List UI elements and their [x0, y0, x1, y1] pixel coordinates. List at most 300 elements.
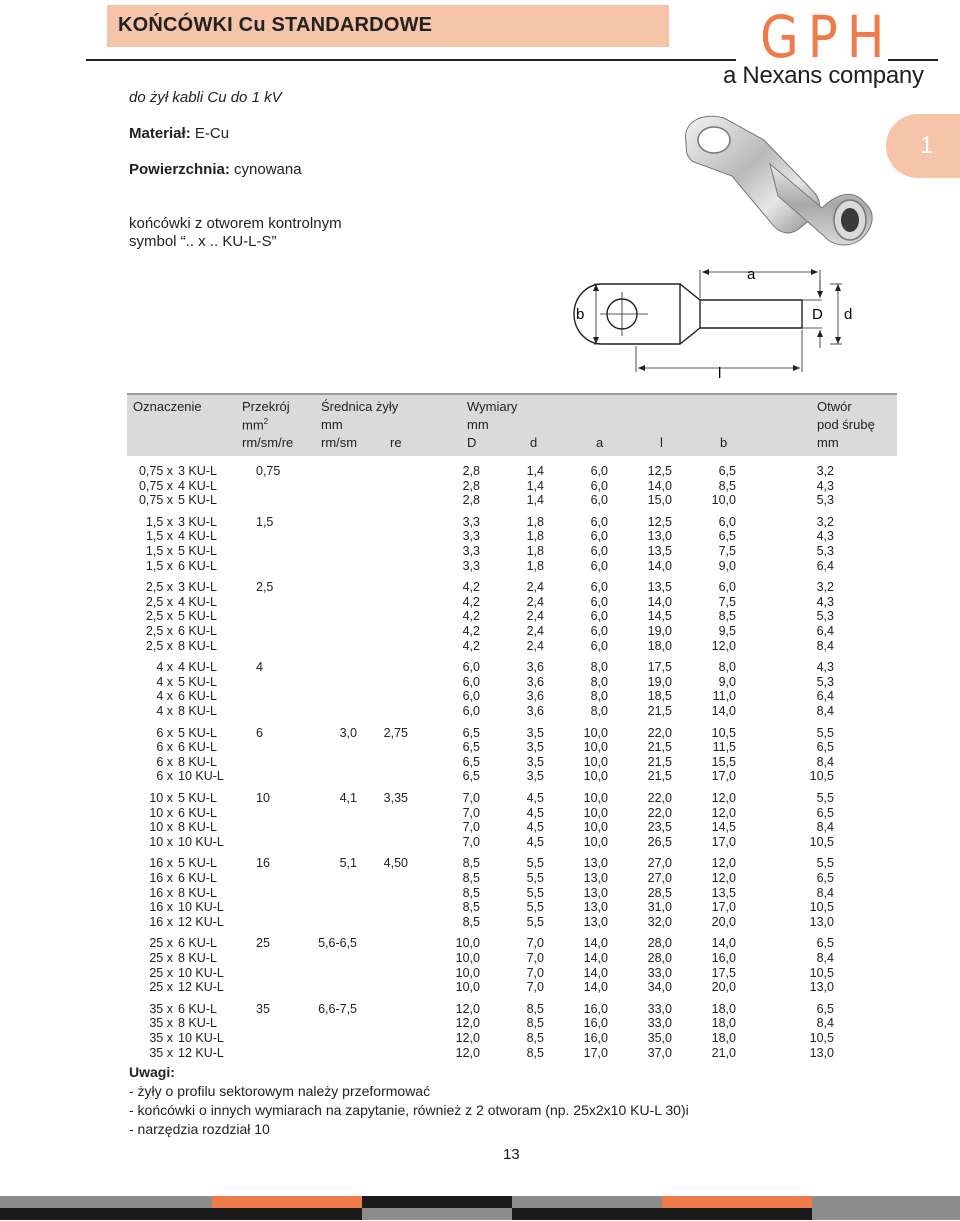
table-cell: 12 KU-L [178, 980, 224, 995]
table-cell: 3,2 [816, 514, 834, 529]
table-cell: 10,0 [583, 791, 608, 805]
table-cell: 6,0 [718, 514, 736, 529]
table-cell: 2,5 [256, 580, 274, 595]
header-rule-left [86, 59, 736, 61]
table-cell: 12,0 [455, 1001, 480, 1016]
table-cell: 10,0 [583, 754, 608, 769]
table-cell: 35 x [149, 1001, 173, 1016]
gph-logo: GPH [760, 4, 894, 71]
table-cell: 18,5 [647, 689, 672, 704]
table-cell: 6,0 [462, 660, 480, 675]
footer-stripe-orange-2 [662, 1196, 812, 1208]
table-cell: 12,0 [711, 871, 736, 885]
table-cell: 6,5 [462, 769, 480, 784]
table-cell: 4,5 [526, 805, 544, 820]
table-cell: 6,0 [590, 624, 608, 638]
page-number: 13 [503, 1146, 520, 1163]
table-cell: 14,0 [583, 980, 608, 995]
table-cell: 6,0 [590, 594, 608, 609]
table-cell: 10,5 [711, 725, 736, 740]
footer-stripe-bottom-grey-2 [812, 1208, 960, 1220]
dim-a-label: a [747, 266, 756, 283]
table-cell: 6 KU-L [178, 689, 217, 704]
table-cell: 2,5 x [145, 638, 173, 653]
table-cell: 2,8 [462, 464, 480, 478]
table-cell: 6 KU-L [178, 1001, 217, 1016]
table-cell: 5,5 [816, 856, 834, 871]
table-cell: 10,5 [809, 769, 834, 784]
table-cell: 14,5 [647, 609, 672, 624]
table-cell: 6,4 [816, 624, 834, 638]
table-cell: 12,0 [711, 805, 736, 820]
table-cell: 35 x [149, 1045, 173, 1060]
table-cell: 8 KU-L [178, 820, 217, 835]
table-cell: 14,0 [647, 558, 672, 573]
table-cell: 31,0 [647, 900, 672, 915]
table-cell: 12,0 [711, 856, 736, 871]
table-cell: 5,3 [816, 493, 834, 508]
table-cell: 5,3 [816, 544, 834, 558]
table-cell: 14,0 [647, 478, 672, 493]
table-cell: 6,6-7,5 [318, 1001, 357, 1016]
table-cell: 10,0 [583, 769, 608, 784]
table-cell: 20,0 [711, 914, 736, 929]
table-cell: 22,0 [647, 725, 672, 740]
table-cell: 3 KU-L [178, 514, 217, 529]
table-cell: 20,0 [711, 980, 736, 995]
col-srednica: Średnica żyły [321, 399, 399, 414]
unit-mm2: $mm^2$ [242, 417, 269, 433]
table-cell: 19,0 [647, 624, 672, 638]
table-cell: 2,4 [526, 638, 544, 653]
table-cell: 11,0 [712, 689, 736, 704]
table-cell: 0,75 x [138, 478, 173, 493]
table-cell: 5 KU-L [178, 493, 217, 508]
table-cell: 7,0 [526, 980, 544, 995]
table-cell: 3,2 [816, 464, 834, 478]
table-cell: 33,0 [647, 965, 672, 980]
table-cell: 13,0 [583, 885, 608, 900]
table-cell: 16 x [149, 900, 173, 915]
table-cell: 33,0 [647, 1016, 672, 1031]
table-cell: 25 [256, 936, 270, 951]
table-cell: 4,2 [462, 594, 480, 609]
intro-surface: Powierzchnia: cynowana [129, 161, 302, 178]
table-cell: 17,0 [583, 1045, 608, 1060]
table-cell: 35 x [149, 1031, 173, 1045]
table-cell: 14,0 [583, 936, 608, 951]
table-cell: 25 x [149, 936, 173, 951]
table-cell: 25 x [149, 951, 173, 965]
table-cell: 8,5 [462, 871, 480, 885]
table-cell: 10 x [149, 820, 173, 835]
unit-otwor: pod śrubę [817, 417, 875, 432]
table-cell: 5,3 [816, 609, 834, 624]
table-cell: 18,0 [647, 638, 672, 653]
table-cell: 8,5 [462, 914, 480, 929]
table-cell: 10,5 [809, 834, 834, 849]
table-cell: 7,0 [462, 820, 480, 835]
table-cell: 10,0 [455, 951, 480, 965]
table-cell: 10 [256, 791, 270, 805]
table-cell: 3,6 [526, 660, 544, 675]
table-cell: 10,0 [455, 936, 480, 951]
table-cell: 1,5 x [145, 529, 173, 544]
intro-material: Materiał: E-Cu [129, 125, 230, 142]
table-cell: 12,0 [455, 1045, 480, 1060]
table-cell: 5,5 [816, 791, 834, 805]
sub-a: a [596, 435, 604, 450]
table-cell: 0,75 [256, 464, 281, 478]
table-cell: 7,5 [718, 594, 736, 609]
table-cell: 8,5 [526, 1045, 544, 1060]
table-cell: 4,5 [526, 834, 544, 849]
table-cell: 21,5 [647, 769, 672, 784]
table-cell: 1,5 x [145, 544, 173, 558]
table-cell: 23,5 [647, 820, 672, 835]
table-cell: 8,0 [590, 704, 608, 718]
table-cell: 4 x [156, 674, 173, 689]
table-cell: 6,0 [718, 580, 736, 595]
dimension-drawing [572, 262, 872, 382]
table-cell: 3,2 [816, 580, 834, 595]
table-cell: 8,4 [816, 1016, 834, 1031]
table-cell: 13,0 [809, 914, 834, 929]
table-cell: 12,0 [455, 1016, 480, 1031]
table-cell: 1,4 [526, 478, 544, 493]
table-cell: 18,0 [711, 1031, 736, 1045]
table-cell: 10,0 [711, 493, 736, 508]
table-cell: 8,5 [526, 1031, 544, 1045]
table-cell: 14,5 [711, 820, 736, 835]
table-cell: 3,3 [462, 558, 480, 573]
table-cell: 6 x [156, 769, 173, 784]
table-cell: 18,0 [711, 1001, 736, 1016]
table-cell: 5 KU-L [178, 609, 217, 624]
table-cell: 28,5 [647, 885, 672, 900]
table-cell: 35 [256, 1001, 270, 1016]
table-cell: 5,6-6,5 [318, 936, 357, 951]
table-cell: 18,0 [711, 1016, 736, 1031]
table-cell: 13,0 [583, 856, 608, 871]
table-cell: 6,0 [590, 558, 608, 573]
table-cell: 6,0 [590, 544, 608, 558]
table-cell: 10,5 [809, 900, 834, 915]
table-cell: 8 KU-L [178, 704, 217, 718]
table-cell: 6,5 [462, 725, 480, 740]
footer-stripe-bottom-grey [362, 1208, 512, 1220]
table-cell: 10 KU-L [178, 834, 224, 849]
table-cell: 25 x [149, 980, 173, 995]
table-cell: 16,0 [583, 1016, 608, 1031]
table-cell: 10 KU-L [178, 900, 224, 915]
table-cell: 11,5 [712, 740, 736, 755]
header-rule-right [888, 59, 938, 61]
table-cell: 13,5 [647, 544, 672, 558]
table-cell: 6,4 [816, 689, 834, 704]
table-cell: 8,4 [816, 704, 834, 718]
table-cell: 13,0 [647, 529, 672, 544]
table-cell: 8,0 [590, 660, 608, 675]
table-cell: 14,0 [583, 951, 608, 965]
table-cell: 10 KU-L [178, 769, 224, 784]
table-cell: 15,5 [711, 754, 736, 769]
table-cell: 2,4 [526, 624, 544, 638]
table-cell: 3,6 [526, 689, 544, 704]
table-cell: 13,5 [711, 885, 736, 900]
table-cell: 10 KU-L [178, 1031, 224, 1045]
table-cell: 14,0 [711, 936, 736, 951]
table-cell: 3 KU-L [178, 464, 217, 478]
table-cell: 3,6 [526, 704, 544, 718]
table-cell: 4 [256, 660, 263, 675]
table-cell: 13,0 [583, 900, 608, 915]
table-cell: 6 KU-L [178, 740, 217, 755]
table-cell: 13,0 [809, 980, 834, 995]
table-cell: 2,5 x [145, 580, 173, 595]
table-cell: 5 KU-L [178, 544, 217, 558]
table-cell: 6,0 [590, 514, 608, 529]
table-cell: 10,0 [455, 980, 480, 995]
sub-d: d [530, 435, 538, 450]
table-cell: 21,5 [647, 704, 672, 718]
notes [129, 1063, 689, 1139]
table-cell: 4,2 [462, 624, 480, 638]
table-cell: 12,0 [455, 1031, 480, 1045]
table-cell: 6,5 [718, 464, 736, 478]
table-cell: 8,0 [718, 660, 736, 675]
table-cell: 4,3 [816, 660, 834, 675]
table-cell: 10,5 [809, 1031, 834, 1045]
table-cell: 7,0 [526, 965, 544, 980]
sub-D: D [467, 435, 477, 450]
intro-desc-1: końcówki z otworem kontrolnym [129, 215, 342, 232]
table-cell: 1,8 [526, 514, 544, 529]
sub-rmsm: rm/sm [321, 435, 358, 450]
table-cell: 17,5 [647, 660, 672, 675]
table-cell: 1,4 [526, 493, 544, 508]
table-cell: 5 KU-L [178, 791, 217, 805]
notes-title: Uwagi: [129, 1064, 175, 1080]
table-cell: 8 KU-L [178, 754, 217, 769]
table-cell: 10,0 [583, 725, 608, 740]
table-cell: 2,8 [462, 478, 480, 493]
table-cell: 6 KU-L [178, 871, 217, 885]
table-cell: 19,0 [647, 674, 672, 689]
sub-b: b [720, 435, 728, 450]
table-cell: 8,5 [718, 478, 736, 493]
unit-wymiary: mm [467, 417, 489, 432]
table-cell: 6 KU-L [178, 805, 217, 820]
table-cell: 3,0 [339, 725, 357, 740]
chapter-number: 1 [920, 132, 934, 159]
table-cell: 4,5 [526, 791, 544, 805]
table-cell: 5 KU-L [178, 856, 217, 871]
col-oznaczenie: Oznaczenie [133, 399, 202, 414]
table-cell: 3,5 [526, 740, 544, 755]
table-cell: 6,5 [816, 805, 834, 820]
table-cell: 13,0 [583, 871, 608, 885]
table-cell: 3,5 [526, 754, 544, 769]
table-cell: 0,75 x [138, 493, 173, 508]
table-cell: 1,8 [526, 529, 544, 544]
dim-l-label: l [718, 365, 722, 382]
table-cell: 4,3 [816, 478, 834, 493]
intro-desc-2: symbol “.. x .. KU-L-S” [129, 233, 277, 250]
table-cell: 4 KU-L [178, 660, 217, 675]
table-cell: 15,0 [647, 493, 672, 508]
table-cell: 13,5 [647, 580, 672, 595]
table-cell: 34,0 [647, 980, 672, 995]
unit-srednica: mm [321, 417, 343, 432]
table-cell: 5 KU-L [178, 725, 217, 740]
table-cell: 35 x [149, 1016, 173, 1031]
table-cell: 4 KU-L [178, 594, 217, 609]
table-cell: 14,0 [647, 594, 672, 609]
table-cell: 6,0 [590, 609, 608, 624]
footer-stripe-black [362, 1196, 512, 1208]
table-cell: 6,0 [590, 493, 608, 508]
table-cell: 2,4 [526, 580, 544, 595]
table-cell: 9,0 [718, 674, 736, 689]
table-cell: 12 KU-L [178, 914, 224, 929]
table-cell: 2,4 [526, 594, 544, 609]
table-cell: 10,0 [455, 965, 480, 980]
page-title: KOŃCÓWKI Cu STANDARDOWE [118, 14, 433, 36]
table-cell: 12,0 [711, 791, 736, 805]
table-cell: 7,0 [462, 791, 480, 805]
table-cell: 3,3 [462, 514, 480, 529]
table-cell: 32,0 [647, 914, 672, 929]
table-cell: 6 KU-L [178, 936, 217, 951]
col-otwor: Otwór [817, 399, 852, 414]
table-cell: 9,0 [718, 558, 736, 573]
col-przekroj: Przekrój [242, 399, 290, 414]
table-cell: 5,5 [526, 900, 544, 915]
table-cell: 26,5 [647, 834, 672, 849]
table-cell: 14,0 [711, 704, 736, 718]
table-cell: 6 KU-L [178, 624, 217, 638]
table-cell: 8,5 [462, 885, 480, 900]
table-cell: 2,4 [526, 609, 544, 624]
logo-subtitle: a Nexans company [723, 62, 924, 89]
table-cell: 16,0 [583, 1001, 608, 1016]
table-cell: 3 KU-L [178, 580, 217, 595]
table-cell: 4 KU-L [178, 529, 217, 544]
table-cell: 8,4 [816, 820, 834, 835]
table-cell: 5,5 [526, 871, 544, 885]
table-cell: 17,5 [711, 965, 736, 980]
table-cell: 4 KU-L [178, 478, 217, 493]
note-item: - końcówki o innych wymiarach na zapytanie, również z 2 otworam (np. 25x2x10 KU-L 30)i [129, 1102, 689, 1118]
table-cell: 8 KU-L [178, 885, 217, 900]
table-cell: 17,0 [711, 834, 736, 849]
table-cell: 10 KU-L [178, 965, 224, 980]
table-cell: 37,0 [647, 1045, 672, 1060]
table-cell: 10,5 [809, 965, 834, 980]
table-cell: 16 x [149, 914, 173, 929]
table-cell: 10 x [149, 805, 173, 820]
cable-lug-photo [672, 100, 882, 250]
table-cell: 27,0 [647, 856, 672, 871]
table-cell: 6,0 [462, 674, 480, 689]
table-cell: 3,5 [526, 725, 544, 740]
table-cell: 8,5 [462, 900, 480, 915]
table-cell: 4 x [156, 689, 173, 704]
table-cell: 5,1 [339, 856, 357, 871]
table-cell: 8,5 [526, 1001, 544, 1016]
sub-mm: mm [817, 435, 839, 450]
table-cell: 3,3 [462, 544, 480, 558]
table-cell: 4 x [156, 704, 173, 718]
table-cell: 22,0 [647, 791, 672, 805]
table-cell: 8 KU-L [178, 1016, 217, 1031]
table-cell: 16 x [149, 871, 173, 885]
note-item: - żyły o profilu sektorowym należy przeformować [129, 1083, 431, 1099]
table-cell: 6 x [156, 725, 173, 740]
table-cell: 4,5 [526, 820, 544, 835]
table-cell: 7,0 [526, 951, 544, 965]
sub-l: l [660, 435, 663, 450]
table-cell: 6,0 [590, 638, 608, 653]
table-cell: 13,0 [809, 1045, 834, 1060]
table-cell: 5,3 [816, 674, 834, 689]
table-cell: 9,5 [718, 624, 736, 638]
table-cell: 6,0 [590, 478, 608, 493]
table-cell: 3,5 [526, 769, 544, 784]
note-item: - narzędzia rozdział 10 [129, 1121, 270, 1137]
table-cell: 4,2 [462, 580, 480, 595]
table-cell: 16,0 [711, 951, 736, 965]
table-cell: 2,5 x [145, 609, 173, 624]
table-cell: 6,4 [816, 558, 834, 573]
dim-d-label: d [844, 306, 853, 323]
table-cell: 6,5 [718, 529, 736, 544]
table-cell: 8,5 [462, 856, 480, 871]
table-cell: 21,5 [647, 740, 672, 755]
table-cell: 10 x [149, 834, 173, 849]
table-cell: 5,5 [526, 856, 544, 871]
table-cell: 6,5 [816, 871, 834, 885]
table-cell: 7,5 [718, 544, 736, 558]
table-cell: 13,0 [583, 914, 608, 929]
table-cell: 16,0 [583, 1031, 608, 1045]
table-cell: 5,5 [816, 725, 834, 740]
table-cell: 6,0 [462, 704, 480, 718]
table-cell: 1,8 [526, 558, 544, 573]
table-cell: 5,5 [526, 885, 544, 900]
table-cell: 8,4 [816, 951, 834, 965]
table-cell: 5,5 [526, 914, 544, 929]
table-cell: 8 KU-L [178, 638, 217, 653]
table-cell: 6 KU-L [178, 558, 217, 573]
table-cell: 10,0 [583, 740, 608, 755]
table-cell: 4 x [156, 660, 173, 675]
table-cell: 4,1 [339, 791, 357, 805]
table-cell: 8,4 [816, 638, 834, 653]
table-cell: 6,0 [590, 580, 608, 595]
table-cell: 28,0 [647, 936, 672, 951]
table-cell: 2,5 x [145, 594, 173, 609]
table-cell: 17,0 [711, 900, 736, 915]
col-wymiary: Wymiary [467, 399, 518, 414]
intro-voltage: do żył kabli Cu do 1 kV [129, 89, 282, 106]
table-cell: 2,8 [462, 493, 480, 508]
table-cell: 1,5 [256, 514, 274, 529]
table-cell: 6 x [156, 740, 173, 755]
table-cell: 6 [256, 725, 263, 740]
table-cell: 6 x [156, 754, 173, 769]
